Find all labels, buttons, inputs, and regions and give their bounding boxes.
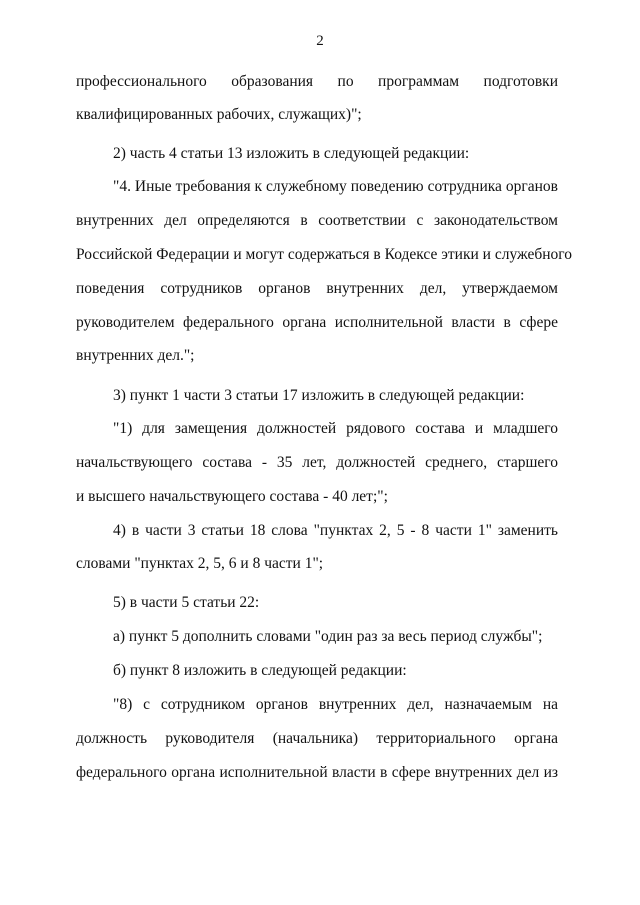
text-line: должность руководителя (начальника) территориального органа [76, 730, 558, 747]
text-line: внутренних дел."; [76, 347, 195, 364]
text-line: "1) для замещения должностей рядового состава и младшего [113, 420, 558, 437]
text-line: квалифицированных рабочих, служащих)"; [76, 106, 362, 123]
text-line: а) пункт 5 дополнить словами "один раз за весь период службы"; [113, 628, 543, 645]
text-line: федерального органа исполнительной власти в сфере внутренних дел из [76, 764, 558, 781]
text-line: "4. Иные требования к служебному поведению сотрудника органов [113, 178, 558, 195]
text-line: профессионального образования по программам подготовки [76, 73, 558, 90]
text-line: и высшего начальствующего состава - 40 лет;"; [76, 488, 388, 505]
text-line: внутренних дел определяются в соответствии с законодательством [76, 212, 558, 229]
text-line: 2) часть 4 статьи 13 изложить в следующей редакции: [113, 145, 470, 162]
text-line: Российской Федерации и могут содержаться в Кодексе этики и служебного [76, 246, 573, 263]
text-line: 5) в части 5 статьи 22: [113, 594, 260, 611]
text-line: поведения сотрудников органов внутренних дел, утверждаемом [76, 280, 558, 297]
text-line: словами "пунктах 2, 5, 6 и 8 части 1"; [76, 555, 324, 572]
text-line: начальствующего состава - 35 лет, должностей среднего, старшего [76, 454, 558, 471]
text-line: 3) пункт 1 части 3 статьи 17 изложить в следующей редакции: [113, 387, 525, 404]
page-number: 2 [316, 33, 324, 49]
text-line: 4) в части 3 статьи 18 слова "пунктах 2, 5 - 8 части 1" заменить [113, 522, 558, 539]
text-line: руководителем федерального органа исполнительной власти в сфере [76, 314, 558, 331]
text-line: б) пункт 8 изложить в следующей редакции: [113, 662, 407, 679]
text-line: "8) с сотрудником органов внутренних дел, назначаемым на [113, 696, 558, 713]
